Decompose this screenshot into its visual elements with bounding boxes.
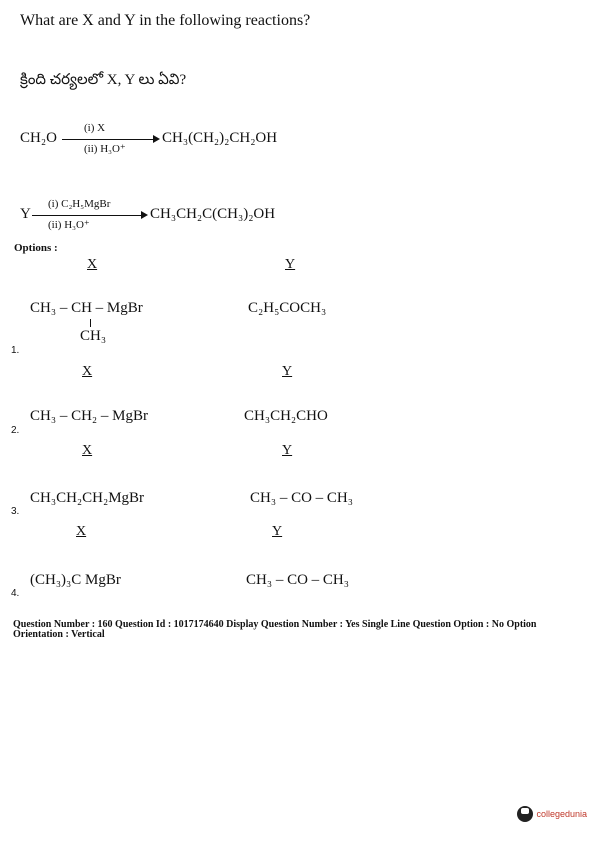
reaction1-condition-bottom: (ii) H₃O⁺ xyxy=(84,143,126,155)
reaction1-reactant: CH₂O xyxy=(20,130,57,146)
option3-number: 3. xyxy=(11,506,20,517)
options-label: Options : xyxy=(14,242,58,254)
question-metadata-footer: Question Number : 160 Question Id : 1017174640 Display Question Number : Yes Single Line Question Option : No Option Orientation : Vertical xyxy=(13,619,537,640)
option3-x-formula: CH₃CH₂CH₂MgBr xyxy=(30,490,145,506)
reaction1-arrow-head xyxy=(153,135,160,143)
reaction2-reactant: Y xyxy=(20,206,31,222)
reaction2-condition-top: (i) C₂H₅MgBr xyxy=(48,198,111,210)
question-telugu: క్రింది చర్యలలో X, Y లు ఏవి? xyxy=(20,72,187,88)
option2-x-header: X xyxy=(82,364,93,379)
option3-x-header: X xyxy=(82,443,93,458)
reaction2-product: CH₃CH₂C(CH₃)₂OH xyxy=(150,206,276,222)
reaction1-product: CH₃(CH₂)₂CH₂OH xyxy=(162,130,278,146)
option4-x-header: X xyxy=(76,524,87,539)
reaction2-condition-bottom: (ii) H₃O⁺ xyxy=(48,219,90,231)
option4-x-formula: (CH₃)₃C MgBr xyxy=(30,572,121,588)
option4-y-header: Y xyxy=(272,524,283,539)
logo-icon xyxy=(517,806,533,822)
option1-x-header: X xyxy=(87,257,98,272)
option2-x-formula: CH₃ – CH₂ – MgBr xyxy=(30,408,148,424)
option1-x-formula: CH₃ – CH – MgBr xyxy=(30,300,143,316)
option4-y-formula: CH₃ – CO – CH₃ xyxy=(246,572,349,588)
reaction1-condition-top: (i) X xyxy=(84,122,106,134)
option3-y-formula: CH₃ – CO – CH₃ xyxy=(250,490,353,506)
option1-y-formula: C₂H₅COCH₃ xyxy=(248,300,327,316)
option3-y-header: Y xyxy=(282,443,293,458)
option2-y-formula: CH₃CH₂CHO xyxy=(244,408,328,424)
option1-branch-bond xyxy=(90,319,91,327)
option1-number: 1. xyxy=(11,345,20,356)
option1-x-branch: CH₃ xyxy=(80,328,107,344)
logo-text: collegedunia xyxy=(536,809,587,819)
reaction2-arrow xyxy=(32,215,142,216)
reaction2-arrow-head xyxy=(141,211,148,219)
question-english: What are X and Y in the following reactions? xyxy=(20,12,311,29)
option2-y-header: Y xyxy=(282,364,293,379)
collegedunia-logo xyxy=(517,806,587,822)
option4-number: 4. xyxy=(11,588,20,599)
reaction1-arrow xyxy=(62,139,154,140)
option1-y-header: Y xyxy=(285,257,296,272)
option2-number: 2. xyxy=(11,425,20,436)
